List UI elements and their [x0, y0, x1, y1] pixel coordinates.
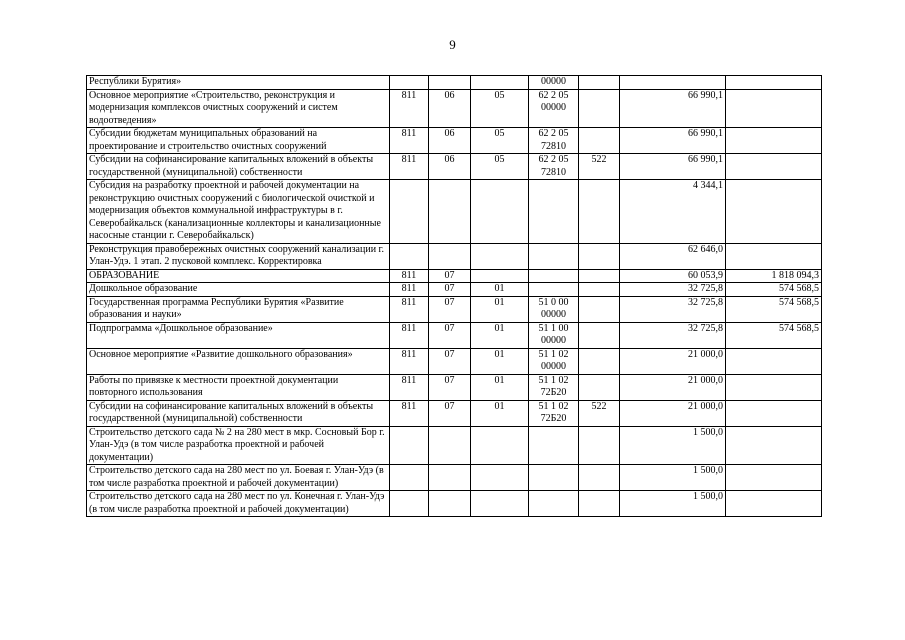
target-article-code: 51 1 02 72Б20 [529, 374, 579, 400]
amount-2: 574 568,5 [726, 322, 822, 348]
ministry-code [390, 465, 429, 491]
table-row [87, 76, 822, 90]
target-article-code: 51 1 02 00000 [529, 348, 579, 374]
row-name: Основное мероприятие «Строительство, реконструкция и модернизация комплексов очистных сооружений и систем водоотведения» [87, 89, 390, 128]
target-article-code [529, 180, 579, 244]
row-name: ОБРАЗОВАНИЕ [87, 269, 390, 283]
ministry-code: 811 [390, 296, 429, 322]
subsection-code [471, 465, 529, 491]
expense-type-code [579, 269, 620, 283]
section-code [429, 180, 471, 244]
section-code: 06 [429, 128, 471, 154]
amount-1: 21 000,0 [620, 348, 726, 374]
amount-2: 574 568,5 [726, 283, 822, 297]
expense-type-code: 522 [579, 154, 620, 180]
subsection-code [471, 269, 529, 283]
subsection-code: 01 [471, 283, 529, 297]
amount-2 [726, 154, 822, 180]
section-code: 07 [429, 322, 471, 348]
section-code [429, 465, 471, 491]
target-article-code: 62 2 05 72810 [529, 128, 579, 154]
expense-type-code [579, 128, 620, 154]
subsection-code: 01 [471, 348, 529, 374]
amount-2: 1 818 094,3 [726, 269, 822, 283]
ministry-code: 811 [390, 283, 429, 297]
table-row [87, 154, 822, 180]
expense-type-code [579, 465, 620, 491]
row-name: Субсидии бюджетам муниципальных образований на проектирование и строительство очистных сооружений [87, 128, 390, 154]
amount-1: 21 000,0 [620, 374, 726, 400]
amount-2 [726, 128, 822, 154]
amount-2 [726, 426, 822, 465]
expense-type-code [579, 426, 620, 465]
ministry-code [390, 243, 429, 269]
subsection-code: 05 [471, 89, 529, 128]
amount-1: 32 725,8 [620, 322, 726, 348]
amount-1: 1 500,0 [620, 426, 726, 465]
ministry-code [390, 491, 429, 517]
row-name: Строительство детского сада № 2 на 280 мест в мкр. Сосновый Бор г. Улан-Удэ (в том числе разработка проектной и рабочей документации) [87, 426, 390, 465]
amount-1: 66 990,1 [620, 128, 726, 154]
ministry-code: 811 [390, 400, 429, 426]
row-name: Субсидии на софинансирование капитальных вложений в объекты государственной (муниципальной) собственности [87, 400, 390, 426]
subsection-code [471, 491, 529, 517]
ministry-code: 811 [390, 348, 429, 374]
table-row [87, 269, 822, 283]
row-name: Субсидии на софинансирование капитальных вложений в объекты государственной (муниципальной) собственности [87, 154, 390, 180]
amount-2 [726, 76, 822, 90]
section-code: 07 [429, 400, 471, 426]
amount-1: 32 725,8 [620, 283, 726, 297]
row-name: Работы по привязке к местности проектной документации повторного использования [87, 374, 390, 400]
ministry-code: 811 [390, 89, 429, 128]
amount-1: 1 500,0 [620, 465, 726, 491]
budget-table-body [87, 76, 822, 517]
ministry-code [390, 426, 429, 465]
expense-type-code: 522 [579, 400, 620, 426]
row-name: Основное мероприятие «Развитие дошкольного образования» [87, 348, 390, 374]
budget-table [86, 75, 822, 517]
section-code [429, 426, 471, 465]
target-article-code [529, 426, 579, 465]
row-name: Государственная программа Республики Бурятия «Развитие образования и науки» [87, 296, 390, 322]
amount-2 [726, 491, 822, 517]
expense-type-code [579, 243, 620, 269]
amount-1: 66 990,1 [620, 154, 726, 180]
row-name: Субсидия на разработку проектной и рабочей документации на реконструкцию очистных сооружений с биологической очисткой и модернизация объектов коммунальной инфраструктуры в г. Северобайкальск (канализационные коллекторы и канализационные насосные станции г. Северобайкальск) [87, 180, 390, 244]
section-code: 07 [429, 374, 471, 400]
table-row [87, 400, 822, 426]
target-article-code: 62 2 05 00000 [529, 89, 579, 128]
ministry-code [390, 180, 429, 244]
target-article-code: 51 1 00 00000 [529, 322, 579, 348]
row-name: Подпрограмма «Дошкольное образование» [87, 322, 390, 348]
row-name: Реконструкция правобережных очистных сооружений канализации г. Улан-Удэ. 1 этап. 2 пусковой комплекс. Корректировка [87, 243, 390, 269]
ministry-code: 811 [390, 128, 429, 154]
row-name: Дошкольное образование [87, 283, 390, 297]
amount-1: 21 000,0 [620, 400, 726, 426]
table-row [87, 128, 822, 154]
row-name: Строительство детского сада на 280 мест по ул. Конечная г. Улан-Удэ (в том числе разработка проектной и рабочей документации) [87, 491, 390, 517]
section-code [429, 243, 471, 269]
subsection-code: 01 [471, 296, 529, 322]
table-row [87, 89, 822, 128]
amount-1: 60 053,9 [620, 269, 726, 283]
target-article-code [529, 491, 579, 517]
expense-type-code [579, 89, 620, 128]
table-row [87, 296, 822, 322]
subsection-code [471, 76, 529, 90]
amount-2 [726, 180, 822, 244]
section-code: 06 [429, 89, 471, 128]
subsection-code [471, 243, 529, 269]
table-row [87, 374, 822, 400]
subsection-code: 01 [471, 374, 529, 400]
ministry-code: 811 [390, 154, 429, 180]
amount-1: 1 500,0 [620, 491, 726, 517]
table-row [87, 322, 822, 348]
ministry-code: 811 [390, 322, 429, 348]
ministry-code: 811 [390, 374, 429, 400]
target-article-code: 51 0 00 00000 [529, 296, 579, 322]
table-row [87, 180, 822, 244]
row-name: Строительство детского сада на 280 мест по ул. Боевая г. Улан-Удэ (в том числе разработка проектной и рабочей документации) [87, 465, 390, 491]
target-article-code [529, 269, 579, 283]
target-article-code: 62 2 05 72810 [529, 154, 579, 180]
table-row [87, 283, 822, 297]
amount-2 [726, 465, 822, 491]
ministry-code [390, 76, 429, 90]
row-name: Республики Бурятия» [87, 76, 390, 90]
ministry-code: 811 [390, 269, 429, 283]
subsection-code: 05 [471, 154, 529, 180]
expense-type-code [579, 283, 620, 297]
subsection-code [471, 180, 529, 244]
expense-type-code [579, 491, 620, 517]
amount-2 [726, 400, 822, 426]
expense-type-code [579, 296, 620, 322]
table-row [87, 243, 822, 269]
subsection-code: 01 [471, 322, 529, 348]
amount-2 [726, 243, 822, 269]
table-row [87, 348, 822, 374]
expense-type-code [579, 322, 620, 348]
target-article-code: 51 1 02 72Б20 [529, 400, 579, 426]
amount-2 [726, 374, 822, 400]
section-code: 07 [429, 269, 471, 283]
section-code: 06 [429, 154, 471, 180]
table-row [87, 491, 822, 517]
section-code: 07 [429, 296, 471, 322]
amount-1: 66 990,1 [620, 89, 726, 128]
target-article-code [529, 243, 579, 269]
target-article-code [529, 283, 579, 297]
expense-type-code [579, 374, 620, 400]
amount-1: 62 646,0 [620, 243, 726, 269]
section-code: 07 [429, 283, 471, 297]
page-number: 9 [449, 37, 456, 52]
expense-type-code [579, 348, 620, 374]
section-code [429, 76, 471, 90]
table-row [87, 465, 822, 491]
subsection-code [471, 426, 529, 465]
expense-type-code [579, 180, 620, 244]
amount-2: 574 568,5 [726, 296, 822, 322]
amount-1 [620, 76, 726, 90]
amount-2 [726, 89, 822, 128]
table-row [87, 426, 822, 465]
amount-2 [726, 348, 822, 374]
target-article-code [529, 465, 579, 491]
subsection-code: 01 [471, 400, 529, 426]
target-article-code: 00000 [529, 76, 579, 90]
section-code: 07 [429, 348, 471, 374]
section-code [429, 491, 471, 517]
amount-1: 32 725,8 [620, 296, 726, 322]
subsection-code: 05 [471, 128, 529, 154]
expense-type-code [579, 76, 620, 90]
amount-1: 4 344,1 [620, 180, 726, 244]
